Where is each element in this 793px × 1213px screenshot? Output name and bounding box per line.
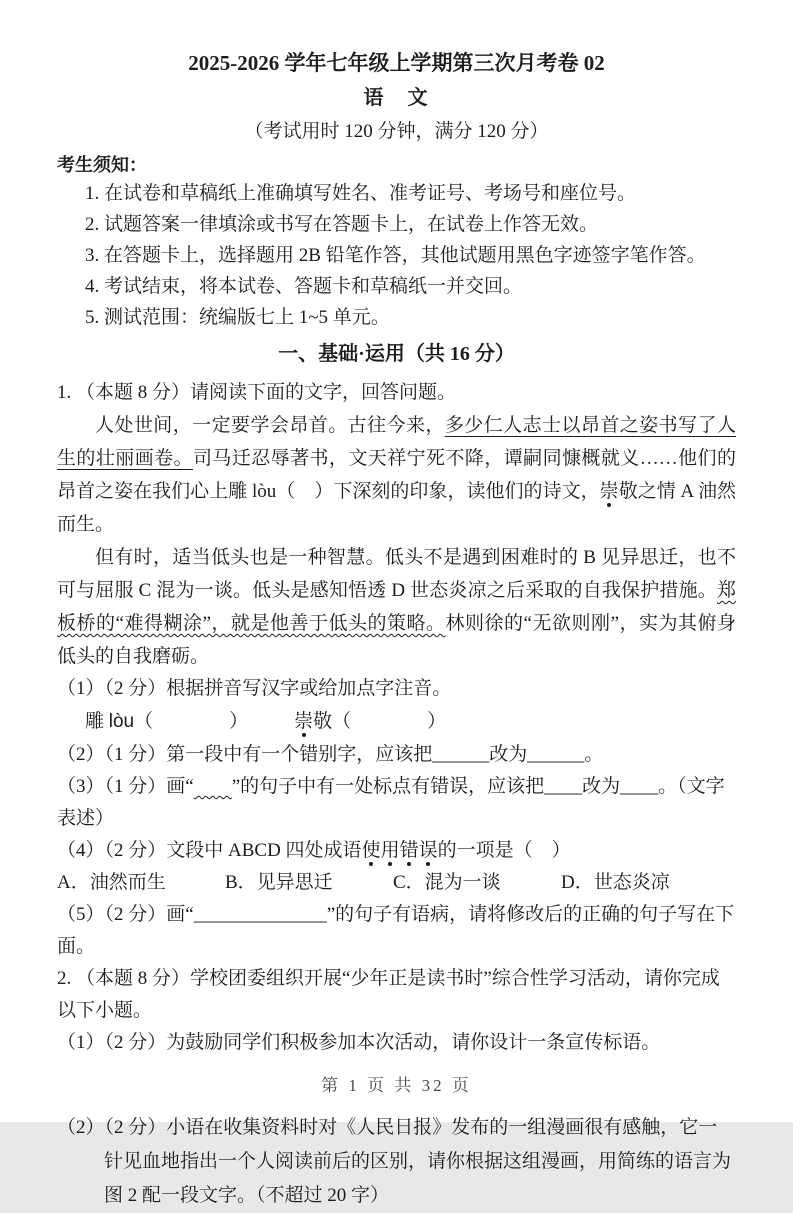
question-2-stem: 2. （本题 8 分）学校团委组织开展“少年正是读书时”综合性学习活动，请你完成以下小题。	[57, 968, 720, 1021]
q1-sub4-dotted: 使用错误	[361, 840, 438, 861]
section-heading: 一、基础·运用（共 16 分）	[278, 343, 515, 365]
exam-info: （考试用时 120 分钟，满分 120 分）	[244, 121, 549, 142]
q1-sub3-post: ”的句子中有一处标点有错误，应该把____改为____。（文字表述）	[57, 776, 725, 829]
option-b: B．见异思迁	[225, 872, 333, 893]
q1-sub5	[57, 899, 736, 963]
para2-wavy-sentence: 郑板桥的“难得糊涂”，就是他善于低头的策略。	[57, 580, 736, 634]
q1-sub3	[57, 771, 736, 835]
q1-sub1: （1）（2 分）根据拼音写汉字或给加点字注音。	[57, 678, 452, 699]
subject-title: 语 文	[363, 87, 430, 109]
para2-pre: 但有时，适当低头也是一种智慧。低头不是遇到困难时的 B 见异思迁，也不可与屈服 C 混为一谈。低头是感知悟透 D 世态炎凉之后采取的自我保护措施。	[57, 547, 736, 601]
q1-sub3-pre: （3）（1 分）画“	[57, 776, 194, 797]
q1-sub4-options-row	[57, 867, 736, 899]
q1-sub2: （2）（1 分）第一段中有一个错别字，应该把______改为______。	[57, 744, 604, 765]
q1-pinyin-line	[57, 705, 736, 739]
option-a: A．油然而生	[57, 872, 166, 893]
q2-sub1: （1）（2 分）为鼓励同学们积极参加本次活动，请你设计一条宣传标语。	[57, 1032, 661, 1053]
para1-underlined-sentence: 多少仁人志士以昂首之姿书写了人生的壮丽画卷。	[57, 415, 736, 469]
notice-item-4: 4. 考试结束，将本试卷、答题卡和草稿纸一并交回。	[85, 276, 523, 297]
notice-item-3: 3. 在答题卡上，选择题用 2B 铅笔作答，其他试题用黑色字迹签字笔作答。	[85, 245, 706, 266]
para1-mid: 司马迁忍辱著书，文天祥宁死不降，谭嗣同慷概就义……他们的昂首之姿在我们心上雕 lòu（ ）下深刻的印象，读他们的诗文，	[57, 448, 736, 502]
option-d: D．世态炎凉	[561, 872, 670, 893]
page-footer: 第 1 页 共 32 页	[321, 1076, 472, 1095]
q1-sub5-pre: （5）（2 分）画“	[57, 904, 194, 925]
notice-item-1: 1. 在试卷和草稿纸上准确填写姓名、准考证号、考场号和座位号。	[85, 183, 637, 204]
pinyin-item1-hanzi: 雕	[85, 711, 109, 732]
para1-dotted-char: 崇	[599, 481, 619, 502]
notice-heading: 考生须知：	[57, 155, 147, 175]
q1-sub4-pre: （4）（2 分）文段中 ABCD 四处成语	[57, 840, 362, 861]
q1-sub4	[57, 835, 736, 867]
pinyin-item2-rest: 敬	[313, 711, 333, 732]
option-c: C．混为一谈	[393, 872, 501, 893]
pinyin-item2-blank: （ ）	[332, 711, 447, 732]
q1-sub5-blank: ______________	[193, 904, 327, 925]
para1-pre: 人处世间，一定要学会昂首。古往今来，	[95, 415, 445, 436]
passage-paragraph-1	[57, 409, 736, 541]
passage-paragraph-2	[57, 541, 736, 673]
page-title: 2025-2026 学年七年级上学期第三次月考卷 02	[188, 51, 605, 75]
q2-sub2: （2）（2 分）小语在收集资料时对《人民日报》发布的一组漫画很有感触，它一针见血地指出一个人阅读前后的区别，请你根据这组漫画，用简练的语言为图 2 配一段文字。（不超过 20 字）	[57, 1117, 732, 1206]
q1-sub5-post: ”的句子有语病，请将修改后的正确的句子写在下面。	[57, 904, 735, 957]
notice-item-2: 2. 试题答案一律填涂或书写在答题卡上，在试卷上作答无效。	[85, 214, 599, 235]
para2-post: 林则徐的“无欲则刚”，实为其俯身低头的自我磨砺。	[57, 613, 736, 667]
pinyin-item2-dotted-char: 崇	[294, 711, 314, 732]
question-1-stem: 1. （本题 8 分）请阅读下面的文字，回答问题。	[57, 382, 457, 403]
q1-sub3-wavy-blank	[194, 776, 232, 797]
pinyin-item1-pinyin: lòu	[108, 711, 135, 732]
notice-item-5: 5. 测试范围：统编版七上 1~5 单元。	[85, 307, 390, 328]
pinyin-item1-blank: （ ）	[134, 711, 249, 732]
para1-post: 敬之情 A 油然而生。	[57, 481, 736, 535]
q1-sub4-post: 的一项是（ ）	[437, 840, 571, 861]
